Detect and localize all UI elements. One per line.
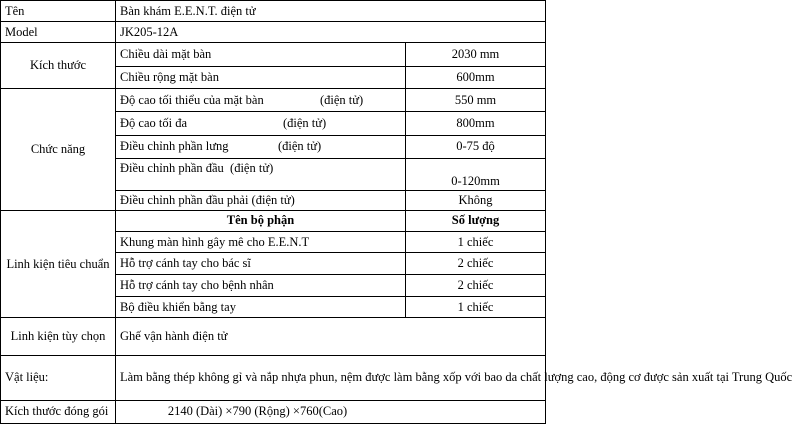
material-row xyxy=(1,355,546,400)
function-item-note: (điện tử) xyxy=(283,116,327,131)
part-name: Hỗ trợ cánh tay cho bệnh nhân xyxy=(116,275,406,297)
part-quantity: 2 chiếc xyxy=(406,275,546,297)
header-part-name: Tên bộ phận xyxy=(116,210,406,231)
part-quantity: 1 chiếc xyxy=(406,297,546,318)
function-item-value: 800mm xyxy=(406,112,546,135)
function-item-text: Điều chỉnh phần đầu phải (điện tử) xyxy=(120,192,295,207)
function-item-name xyxy=(116,135,406,158)
size-item-name: Chiều dài mặt bàn xyxy=(116,43,406,67)
size-item-value: 2030 mm xyxy=(406,43,546,67)
function-item-text: Độ cao tối thiểu của mặt bàn xyxy=(120,92,264,107)
standard-parts-header-row xyxy=(1,210,546,231)
value-package-size: 2140 (Dài) ×790 (Rộng) ×760(Cao) xyxy=(116,400,546,423)
part-quantity: 1 chiếc xyxy=(406,232,546,253)
part-name: Hỗ trợ cánh tay cho bác sĩ xyxy=(116,253,406,275)
function-item-text: Điều chỉnh phần lưng xyxy=(120,139,229,154)
function-item-note: (điện tử) xyxy=(320,92,364,107)
function-item-value: 550 mm xyxy=(406,89,546,112)
size-item-value: 600mm xyxy=(406,67,546,89)
size-row xyxy=(1,43,546,67)
header-quantity: Số lượng xyxy=(406,210,546,231)
label-size: Kích thước xyxy=(1,43,116,89)
label-optional-parts: Linh kiện tùy chọn xyxy=(1,318,116,355)
part-name: Khung màn hình gây mê cho E.E.N.T xyxy=(116,232,406,253)
function-row xyxy=(1,89,546,112)
function-item-name xyxy=(116,158,406,190)
function-item-note: (điện tử) xyxy=(230,160,274,175)
label-standard-parts: Linh kiện tiêu chuẩn xyxy=(1,210,116,317)
function-item-name xyxy=(116,190,406,210)
function-item-name xyxy=(116,89,406,112)
part-quantity: 2 chiếc xyxy=(406,253,546,275)
function-item-note: (điện tử) xyxy=(278,139,322,154)
row-model xyxy=(1,22,546,43)
label-name: Tên xyxy=(1,1,116,22)
function-item-value: 0-120mm xyxy=(406,158,546,190)
value-optional-parts: Ghế vận hành điện tử xyxy=(116,318,546,355)
value-material: Làm bằng thép không gỉ và nắp nhựa phun, nệm được làm bằng xốp với bao da chất lượng cao, động cơ được sản xuất tại Trung Quốc xyxy=(116,355,546,400)
optional-parts-row xyxy=(1,318,546,355)
function-item-name xyxy=(116,112,406,135)
label-function: Chức năng xyxy=(1,89,116,211)
function-item-text: Điều chỉnh phần đầu xyxy=(120,160,224,175)
package-size-row xyxy=(1,400,546,423)
label-package-size: Kích thước đóng gói xyxy=(1,400,116,423)
label-material: Vật liệu: xyxy=(1,355,116,400)
function-item-value: Không xyxy=(406,190,546,210)
function-item-value: 0-75 độ xyxy=(406,135,546,158)
row-name xyxy=(1,1,546,22)
value-name: Bàn khám E.E.N.T. điện tử xyxy=(116,1,546,22)
value-model: JK205-12A xyxy=(116,22,546,43)
label-model: Model xyxy=(1,22,116,43)
part-name: Bộ điều khiển bằng tay xyxy=(116,297,406,318)
function-item-text: Độ cao tối đa xyxy=(120,116,187,131)
size-item-name: Chiều rộng mặt bàn xyxy=(116,67,406,89)
